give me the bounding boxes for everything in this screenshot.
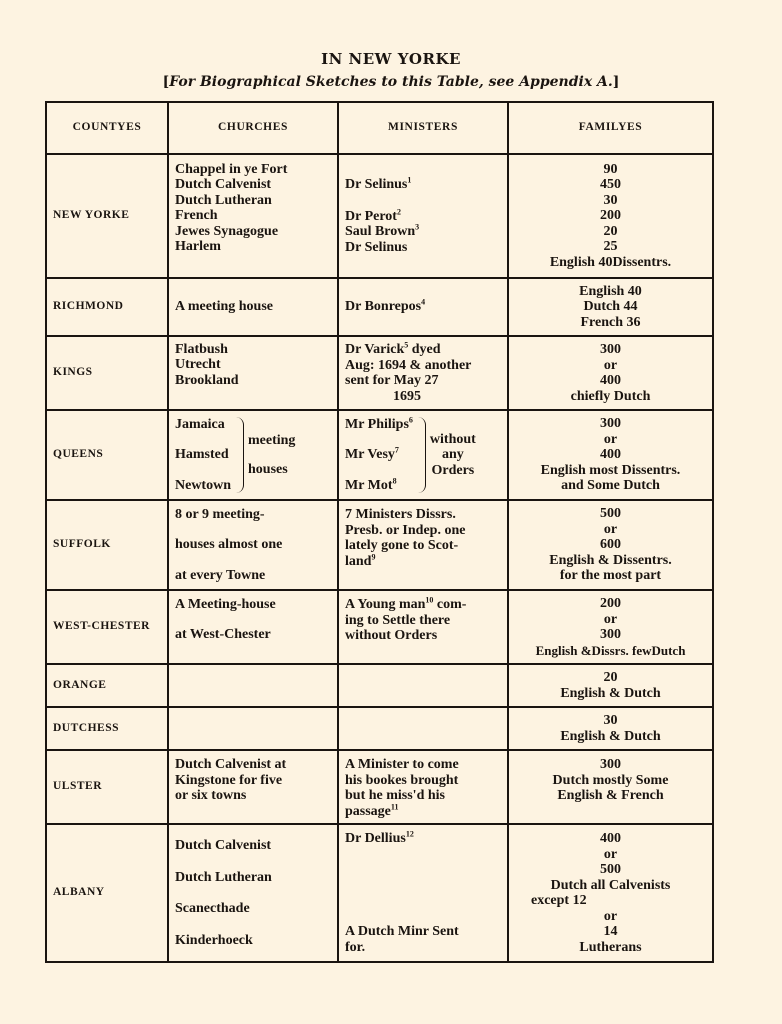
table-row [46, 336, 713, 410]
table-row [46, 664, 713, 707]
families-cell: 300 Dutch mostly Some English & French [508, 750, 713, 824]
churches-cell: Dutch Calvenist at Kingstone for five or six towns [168, 750, 338, 824]
header-churches: CHURCHES [168, 102, 338, 154]
county-cell: KINGS [46, 336, 168, 410]
ministers-cell: Mr Philips$^6$ Mr Vesy$^7$ Mr Mot$^8$ without any Orders [338, 410, 508, 500]
table-row [46, 500, 713, 590]
county-cell: DUTCHESS [46, 707, 168, 750]
table-row [46, 154, 713, 278]
ministers-cell [338, 664, 508, 707]
page-subtitle: [For Biographical Sketches to this Table, see Appendix A.] [162, 74, 620, 90]
county-cell: ULSTER [46, 750, 168, 824]
header-ministers: MINISTERS [338, 102, 508, 154]
church-table [45, 101, 714, 963]
ministers-cell: Dr Dellius$^{12}$ A Dutch Minr Sent for. [338, 824, 508, 962]
churches-cell: Chappel in ye Fort Dutch Calvenist Dutch Lutheran French Jewes Synagogue Harlem [168, 154, 338, 278]
header-row [46, 102, 713, 154]
churches-cell: 8 or 9 meeting- houses almost one at every Towne [168, 500, 338, 590]
table-row [46, 410, 713, 500]
table-row [46, 278, 713, 336]
ministers-cell: Dr Selinus$^1$ Dr Perot$^2$ Saul Brown$^3$ Dr Selinus [338, 154, 508, 278]
county-cell: QUEENS [46, 410, 168, 500]
churches-cell: Jamaica Hamsted Newtown meeting houses [168, 410, 338, 500]
ministers-cell: A Minister to come his bookes brought but he miss'd his passage$^{11}$ [338, 750, 508, 824]
table-row [46, 750, 713, 824]
churches-cell [168, 664, 338, 707]
churches-cell: A Meeting-house at West-Chester [168, 590, 338, 664]
table-row [46, 707, 713, 750]
county-cell: SUFFOLK [46, 500, 168, 590]
families-cell: 20 English & Dutch [508, 664, 713, 707]
families-cell: 400 or 500 Dutch all Calvenists except 12 or 14 Lutherans [508, 824, 713, 962]
churches-cell: Dutch Calvenist Dutch Lutheran Scanecthade Kinderhoeck [168, 824, 338, 962]
county-cell: RICHMOND [46, 278, 168, 336]
county-cell: ORANGE [46, 664, 168, 707]
churches-cell: A meeting house [168, 278, 338, 336]
ministers-cell: Dr Bonrepos$^4$ [338, 278, 508, 336]
ministers-cell [338, 707, 508, 750]
county-cell: NEW YORKE [46, 154, 168, 278]
brace-mark [235, 417, 244, 493]
county-cell: WEST-CHESTER [46, 590, 168, 664]
churches-cell [168, 707, 338, 750]
table-row [46, 824, 713, 962]
families-cell: 500 or 600 English & Dissentrs. for the most part [508, 500, 713, 590]
families-cell: 30 English & Dutch [508, 707, 713, 750]
header-familyes: FAMILYES [508, 102, 713, 154]
ministers-cell: 7 Ministers Dissrs. Presb. or Indep. one lately gone to Scot- land$^9$ [338, 500, 508, 590]
churches-cell: Flatbush Utrecht Brookland [168, 336, 338, 410]
page-title: IN NEW YORKE [321, 50, 461, 68]
ministers-cell: Dr Varick$^5$ dyed Aug: 1694 & another sent for May 27 1695 [338, 336, 508, 410]
families-cell: 300 or 400 English most Dissentrs. and Some Dutch [508, 410, 713, 500]
families-cell: 300 or 400 chiefly Dutch [508, 336, 713, 410]
families-cell: English 40 Dutch 44 French 36 [508, 278, 713, 336]
brace-mark [417, 417, 426, 493]
ministers-cell: A Young man$^{10}$ com- ing to Settle there without Orders [338, 590, 508, 664]
families-cell: 200 or 300 English &Dissrs. fewDutch [508, 590, 713, 664]
table-row [46, 590, 713, 664]
families-cell: 90 450 30 200 20 25 English 40Dissentrs. [508, 154, 713, 278]
county-cell: ALBANY [46, 824, 168, 962]
header-countyes: COUNTYES [46, 102, 168, 154]
